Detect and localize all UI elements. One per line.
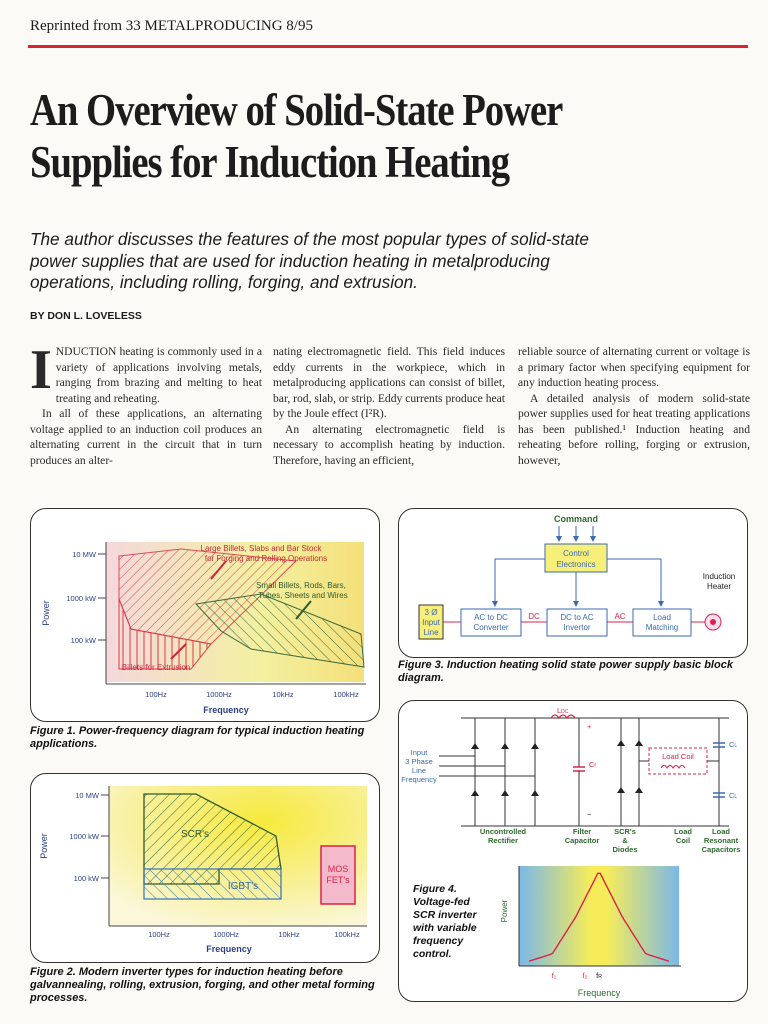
figure-2-chart xyxy=(31,774,379,962)
col1-para2: In all of these applications, an alternating voltage applied to an induction coil produces an alternating current in the circuit that in turn produces an alter- xyxy=(30,407,262,467)
figure-4-panel xyxy=(398,700,748,1002)
fig1-y-tick: 1000 kW xyxy=(66,594,96,603)
fig3-acdc-1: AC to DC xyxy=(474,613,508,622)
fig3-acdc-2: Converter xyxy=(473,623,509,632)
fig2-label-mos: MOS xyxy=(327,864,349,874)
deck-line-3: operations, including rolling, forging, and extrusion. xyxy=(30,272,418,292)
reprint-header: Reprinted from 33 METALPRODUCING 8/95 xyxy=(30,18,313,34)
fig1-x-tick: 10kHz xyxy=(272,690,294,699)
fig3-ctl-line-3 xyxy=(607,559,661,606)
fig4-uncontrolled-1: Uncontrolled xyxy=(479,827,527,836)
fig1-x-tick: 1000Hz xyxy=(206,690,232,699)
fig4-coil-2: Coil xyxy=(675,836,691,845)
fig4-fr: fR xyxy=(596,971,602,980)
fig4-f2: f₂ xyxy=(582,971,588,980)
fig2-x-tick: 10kHz xyxy=(278,930,300,939)
fig4-caption-3: SCR inverter xyxy=(413,909,477,921)
fig4-load-coil-label: Load Coil xyxy=(662,752,694,761)
col2-para1: nating electromagnetic field. This field induces eddy currents in the workpiece, which in metalproducing applications can consist of billet, bar, rod, slab, or strip. Eddy currents produce heat by the Joule effect (I²R). xyxy=(273,345,505,420)
col3-para1: reliable source of alternating current or voltage is a primary factor when specifying equipment for any induction heating process. xyxy=(518,345,750,389)
fig4-input-4: Frequency xyxy=(401,775,437,784)
fig3-load-1: Load xyxy=(653,613,671,622)
fig3-command-label: Command xyxy=(553,514,599,524)
fig4-ylabel: Power xyxy=(500,899,509,923)
byline: BY DON L. LOVELESS xyxy=(30,310,142,322)
fig4-uncontrolled-2: Rectifier xyxy=(487,836,519,845)
figure-3-caption: Figure 3. Induction heating solid state power supply basic block diagram. xyxy=(398,659,733,684)
fig4-caption-5: frequency xyxy=(413,935,464,947)
fig3-dcac-2: Invertor xyxy=(563,623,591,632)
figure-2-caption: Figure 2. Modern inverter types for induction heating before galvannealing, rolling, extrusion, forging, and other metal forming processes. xyxy=(30,966,375,1004)
fig2-y-tick: 10 MW xyxy=(75,791,99,800)
fig4-cf-label: Cf xyxy=(589,760,596,769)
fig4-load-coil xyxy=(661,766,685,769)
fig3-input-3: Line xyxy=(423,628,439,637)
deck-line-1: The author discusses the features of the most popular types of solid-state xyxy=(30,229,589,249)
fig3-ac-label: AC xyxy=(614,612,626,621)
fig1-xlabel: Frequency xyxy=(203,705,249,715)
fig2-y-tick: 1000 kW xyxy=(69,832,99,841)
fig1-ylabel: Power xyxy=(41,600,51,626)
body-column-2 xyxy=(273,344,505,468)
fig2-y-tick: 100 kW xyxy=(73,874,99,883)
fig4-xlabel: Frequency xyxy=(577,988,621,998)
fig4-caption-6: control. xyxy=(413,948,452,960)
fig1-x-tick: 100Hz xyxy=(145,690,167,699)
fig4-caption-2: Voltage-fed xyxy=(413,896,470,908)
figure-3-block-diagram xyxy=(399,509,747,657)
fig3-heater-2: Heater xyxy=(706,582,732,591)
col3-para2: A detailed analysis of modern solid-state power supplies used for heat treating applications has been published.¹ Induction heating and reheating before rolling, forging or extrusion, however, xyxy=(518,391,750,467)
fig3-control-label-1: Control xyxy=(563,549,589,558)
figure-2-panel xyxy=(30,773,380,963)
body-column-1 xyxy=(30,339,262,468)
fig4-resonant-2: Resonant xyxy=(703,836,739,845)
fig3-heater-1: Induction xyxy=(702,572,736,581)
fig4-resonant-3: Capacitors xyxy=(701,845,741,854)
fig4-minus: − xyxy=(587,810,592,819)
fig4-scrs-2: & xyxy=(622,836,628,845)
fig4-caption-4: with variable xyxy=(413,922,477,934)
fig2-label-fets: FET's xyxy=(326,875,350,885)
fig2-label-igbt: IGBT's xyxy=(227,881,259,892)
fig2-region-igbt xyxy=(144,869,281,899)
fig1-x-tick: 100kHz xyxy=(333,690,359,699)
body-column-3 xyxy=(518,344,750,468)
title-line-2: Supplies for Induction Heating xyxy=(30,137,510,187)
article-deck xyxy=(30,229,750,294)
fig4-cl1-label: CL xyxy=(729,740,738,749)
fig3-ctl-line-1 xyxy=(495,559,545,606)
fig1-label-extrusion: Billets for Extrusion xyxy=(121,663,191,672)
fig4-scrs-1: SCR's xyxy=(614,827,636,836)
fig3-heater-core xyxy=(710,619,716,625)
fig4-plus: + xyxy=(587,722,592,731)
fig3-input-2: Input xyxy=(422,618,440,627)
fig4-filter-2: Capacitor xyxy=(564,836,600,845)
fig4-filter-1: Filter xyxy=(572,827,592,836)
deck-line-2: power supplies that are used for induction heating in metalproducing xyxy=(30,250,550,271)
fig4-input-3: Line xyxy=(411,766,427,775)
fig2-x-tick: 1000Hz xyxy=(213,930,239,939)
fig4-cl2-label: CL xyxy=(729,791,738,800)
fig1-y-tick: 100 kW xyxy=(70,636,96,645)
fig4-f1: f₁ xyxy=(551,971,557,980)
fig3-load-2: Matching xyxy=(645,623,679,632)
fig2-label-scr: SCR's xyxy=(180,829,210,840)
figure-4-circuit xyxy=(399,701,747,1001)
fig3-control-label-2: Electronics xyxy=(556,560,596,569)
fig2-x-tick: 100kHz xyxy=(334,930,360,939)
fig4-ldc-label: LDC xyxy=(557,706,569,715)
fig3-dcac-1: DC to AC xyxy=(560,613,594,622)
col1-para1: NDUCTION heating is commonly used in a variety of applications involving metals, ranging from brazing and melting to heat treating and reheating. xyxy=(55,345,262,405)
figure-1-panel xyxy=(30,508,380,722)
figure-3-panel xyxy=(398,508,748,658)
fig1-y-tick: 10 MW xyxy=(72,550,96,559)
fig4-coil-1: Load xyxy=(674,827,692,836)
fig3-dc-label: DC xyxy=(528,612,540,621)
fig1-label-small-2: Tubes, Sheets and Wires xyxy=(258,591,348,600)
fig3-input-1: 3 Ø xyxy=(424,608,438,617)
fig1-label-small: Small Billets, Rods, Bars, xyxy=(256,581,346,590)
fig4-resonant-1: Load xyxy=(712,827,730,836)
drop-cap: I xyxy=(30,339,52,401)
red-rule xyxy=(28,45,748,48)
fig1-label-large-2: for Forging and Rolling Operations xyxy=(204,554,328,563)
fig4-input-2: 3 Phase xyxy=(405,757,433,766)
fig4-input-1: Input xyxy=(410,748,428,757)
fig2-ylabel: Power xyxy=(39,833,49,859)
fig2-x-tick: 100Hz xyxy=(148,930,170,939)
fig2-xlabel: Frequency xyxy=(206,944,252,954)
figure-1-caption: Figure 1. Power-frequency diagram for typical induction heating applications. xyxy=(30,725,365,750)
fig4-plot-area xyxy=(519,866,679,966)
fig4-caption-1: Figure 4. xyxy=(413,883,457,895)
title-line-1: An Overview of Solid-State Power xyxy=(30,85,563,135)
col2-para2: An alternating electromagnetic field is necessary to accomplish heating by induction. Therefore, having an efficient, xyxy=(273,422,505,467)
fig4-scrs-3: Diodes xyxy=(612,845,638,854)
figure-1-chart xyxy=(31,509,379,721)
fig1-label-large: Large Billets, Slabs and Bar Stock xyxy=(200,544,322,553)
article-title xyxy=(30,84,649,188)
